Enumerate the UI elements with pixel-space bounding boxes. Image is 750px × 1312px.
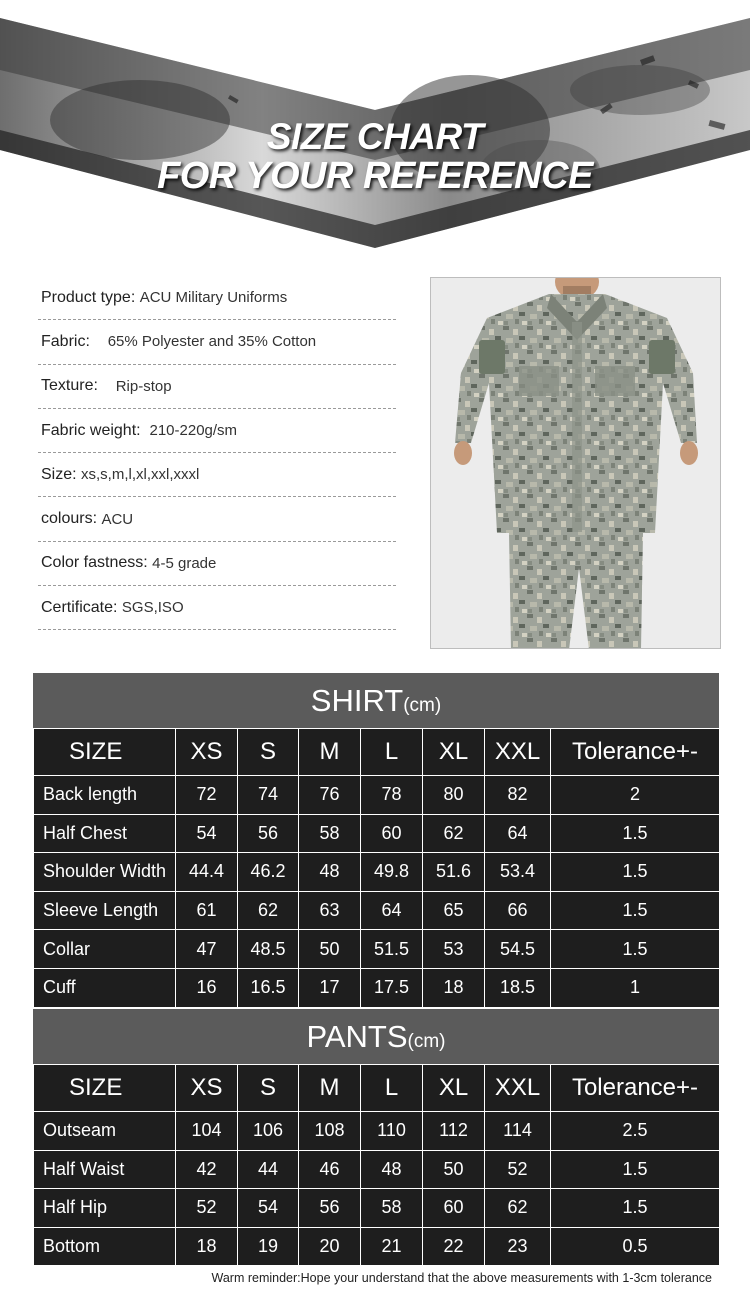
table-cell: 58 xyxy=(361,1189,423,1228)
shirt-title-text: SHIRT xyxy=(310,683,404,718)
table-cell: 49.8 xyxy=(361,853,423,892)
row-label: Half Waist xyxy=(34,1150,176,1189)
spec-label: Fabric weight: xyxy=(41,421,150,439)
uniform-illustration xyxy=(431,278,721,649)
spec-product-type xyxy=(38,276,396,320)
table-cell: 16 xyxy=(176,968,238,1007)
spec-value: Rip-stop xyxy=(115,377,172,395)
table-row xyxy=(34,1189,720,1228)
spec-texture xyxy=(38,365,396,409)
row-label: Back length xyxy=(34,776,176,815)
table-cell: 51.6 xyxy=(423,853,485,892)
table-cell: 18.5 xyxy=(485,968,551,1007)
table-cell: 48 xyxy=(361,1150,423,1189)
row-label: Sleeve Length xyxy=(34,891,176,930)
spec-value: ACU Military Uniforms xyxy=(139,289,288,307)
spec-value: 4-5 grade xyxy=(152,554,217,572)
spec-size xyxy=(38,453,396,497)
table-cell: 62 xyxy=(485,1189,551,1228)
pants-header-row xyxy=(34,1065,720,1112)
table-cell: 52 xyxy=(176,1189,238,1228)
header-cell: S xyxy=(238,1065,299,1112)
table-cell: 50 xyxy=(299,930,361,969)
table-cell: 110 xyxy=(361,1112,423,1151)
table-cell: 60 xyxy=(361,814,423,853)
table-cell: 112 xyxy=(423,1112,485,1151)
table-row xyxy=(34,1227,720,1266)
table-cell: 1 xyxy=(551,968,720,1007)
table-cell: 54.5 xyxy=(485,930,551,969)
table-cell: 16.5 xyxy=(238,968,299,1007)
table-cell: 51.5 xyxy=(361,930,423,969)
header-cell: Tolerance+- xyxy=(551,729,720,776)
table-cell: 114 xyxy=(485,1112,551,1151)
table-cell: 19 xyxy=(238,1227,299,1266)
table-cell: 78 xyxy=(361,776,423,815)
shirt-header-row xyxy=(34,729,720,776)
table-cell: 64 xyxy=(485,814,551,853)
spec-value: xs,s,m,l,xl,xxl,xxxl xyxy=(81,466,200,484)
spec-colours xyxy=(38,497,396,541)
header-cell: Tolerance+- xyxy=(551,1065,720,1112)
header-cell: L xyxy=(361,1065,423,1112)
table-cell: 54 xyxy=(238,1189,299,1228)
table-cell: 42 xyxy=(176,1150,238,1189)
shirt-size-table xyxy=(33,673,719,1008)
table-cell: 106 xyxy=(238,1112,299,1151)
table-cell: 63 xyxy=(299,891,361,930)
table-cell: 108 xyxy=(299,1112,361,1151)
row-label: Bottom xyxy=(34,1227,176,1266)
table-cell: 61 xyxy=(176,891,238,930)
table-cell: 82 xyxy=(485,776,551,815)
pants-grid xyxy=(33,1064,720,1266)
header-cell: S xyxy=(238,729,299,776)
table-cell: 56 xyxy=(299,1189,361,1228)
table-cell: 22 xyxy=(423,1227,485,1266)
table-cell: 1.5 xyxy=(551,930,720,969)
table-cell: 20 xyxy=(299,1227,361,1266)
spec-label: Certificate: xyxy=(41,598,122,616)
table-cell: 104 xyxy=(176,1112,238,1151)
spec-value: SGS,ISO xyxy=(121,599,184,617)
header-cell: SIZE xyxy=(34,729,176,776)
header-cell: XXL xyxy=(485,1065,551,1112)
table-cell: 2 xyxy=(551,776,720,815)
header-cell: L xyxy=(361,729,423,776)
table-cell: 21 xyxy=(361,1227,423,1266)
table-row xyxy=(34,853,720,892)
row-label: Half Chest xyxy=(34,814,176,853)
table-cell: 2.5 xyxy=(551,1112,720,1151)
table-cell: 47 xyxy=(176,930,238,969)
shirt-title-unit: (cm) xyxy=(403,695,442,716)
table-cell: 1.5 xyxy=(551,814,720,853)
table-cell: 1.5 xyxy=(551,1150,720,1189)
table-cell: 17.5 xyxy=(361,968,423,1007)
table-row xyxy=(34,814,720,853)
spec-value: 210-220g/sm xyxy=(149,422,238,440)
pants-title-unit: (cm) xyxy=(407,1031,446,1052)
table-cell: 76 xyxy=(299,776,361,815)
table-cell: 48 xyxy=(299,853,361,892)
shirt-table-title xyxy=(33,673,719,728)
row-label: Half Hip xyxy=(34,1189,176,1228)
table-row xyxy=(34,930,720,969)
table-cell: 56 xyxy=(238,814,299,853)
spec-label: colours: xyxy=(41,510,102,528)
table-cell: 46 xyxy=(299,1150,361,1189)
table-cell: 62 xyxy=(423,814,485,853)
spec-label: Fabric: xyxy=(41,332,108,350)
table-cell: 0.5 xyxy=(551,1227,720,1266)
table-cell: 18 xyxy=(176,1227,238,1266)
table-cell: 52 xyxy=(485,1150,551,1189)
table-row xyxy=(34,968,720,1007)
table-cell: 1.5 xyxy=(551,853,720,892)
spec-color-fastness xyxy=(38,542,396,586)
table-cell: 53.4 xyxy=(485,853,551,892)
table-cell: 18 xyxy=(423,968,485,1007)
spec-certificate xyxy=(38,586,396,630)
table-cell: 1.5 xyxy=(551,891,720,930)
table-cell: 60 xyxy=(423,1189,485,1228)
table-cell: 80 xyxy=(423,776,485,815)
header-cell: XS xyxy=(176,729,238,776)
product-photo xyxy=(430,277,721,649)
pants-table-title xyxy=(33,1009,719,1064)
table-cell: 74 xyxy=(238,776,299,815)
tolerance-reminder: Warm reminder:Hope your understand that the above measurements with 1-3cm tolerance xyxy=(211,1271,712,1285)
row-label: Outseam xyxy=(34,1112,176,1151)
spec-fabric-weight xyxy=(38,409,396,453)
spec-label: Size: xyxy=(41,465,82,483)
header-cell: XL xyxy=(423,1065,485,1112)
table-cell: 58 xyxy=(299,814,361,853)
header-cell: SIZE xyxy=(34,1065,176,1112)
header-cell: XXL xyxy=(485,729,551,776)
banner-title-line2: FOR YOUR REFERENCE xyxy=(157,155,593,197)
pants-title-text: PANTS xyxy=(306,1019,408,1054)
row-label: Collar xyxy=(34,930,176,969)
pants-size-table xyxy=(33,1009,719,1266)
table-cell: 17 xyxy=(299,968,361,1007)
table-row xyxy=(34,776,720,815)
spec-label: Texture: xyxy=(41,377,116,395)
header-cell: XS xyxy=(176,1065,238,1112)
table-cell: 50 xyxy=(423,1150,485,1189)
table-row xyxy=(34,891,720,930)
product-specs-list xyxy=(38,276,396,630)
spec-label: Product type: xyxy=(41,288,140,306)
table-cell: 1.5 xyxy=(551,1189,720,1228)
table-cell: 64 xyxy=(361,891,423,930)
table-cell: 23 xyxy=(485,1227,551,1266)
table-row xyxy=(34,1150,720,1189)
header-cell: XL xyxy=(423,729,485,776)
table-row xyxy=(34,1112,720,1151)
size-chart-banner xyxy=(0,0,750,260)
table-cell: 46.2 xyxy=(238,853,299,892)
table-cell: 62 xyxy=(238,891,299,930)
row-label: Shoulder Width xyxy=(34,853,176,892)
spec-fabric xyxy=(38,320,396,364)
header-cell: M xyxy=(299,1065,361,1112)
spec-label: Color fastness: xyxy=(41,554,153,572)
banner-title-line1: SIZE CHART xyxy=(266,116,484,157)
spec-value: 65% Polyester and 35% Cotton xyxy=(107,333,317,351)
table-cell: 53 xyxy=(423,930,485,969)
table-cell: 54 xyxy=(176,814,238,853)
table-cell: 44.4 xyxy=(176,853,238,892)
row-label: Cuff xyxy=(34,968,176,1007)
spec-value: ACU xyxy=(101,510,134,528)
shirt-grid xyxy=(33,728,720,1008)
table-cell: 66 xyxy=(485,891,551,930)
table-cell: 72 xyxy=(176,776,238,815)
table-cell: 65 xyxy=(423,891,485,930)
table-cell: 48.5 xyxy=(238,930,299,969)
table-cell: 44 xyxy=(238,1150,299,1189)
header-cell: M xyxy=(299,729,361,776)
